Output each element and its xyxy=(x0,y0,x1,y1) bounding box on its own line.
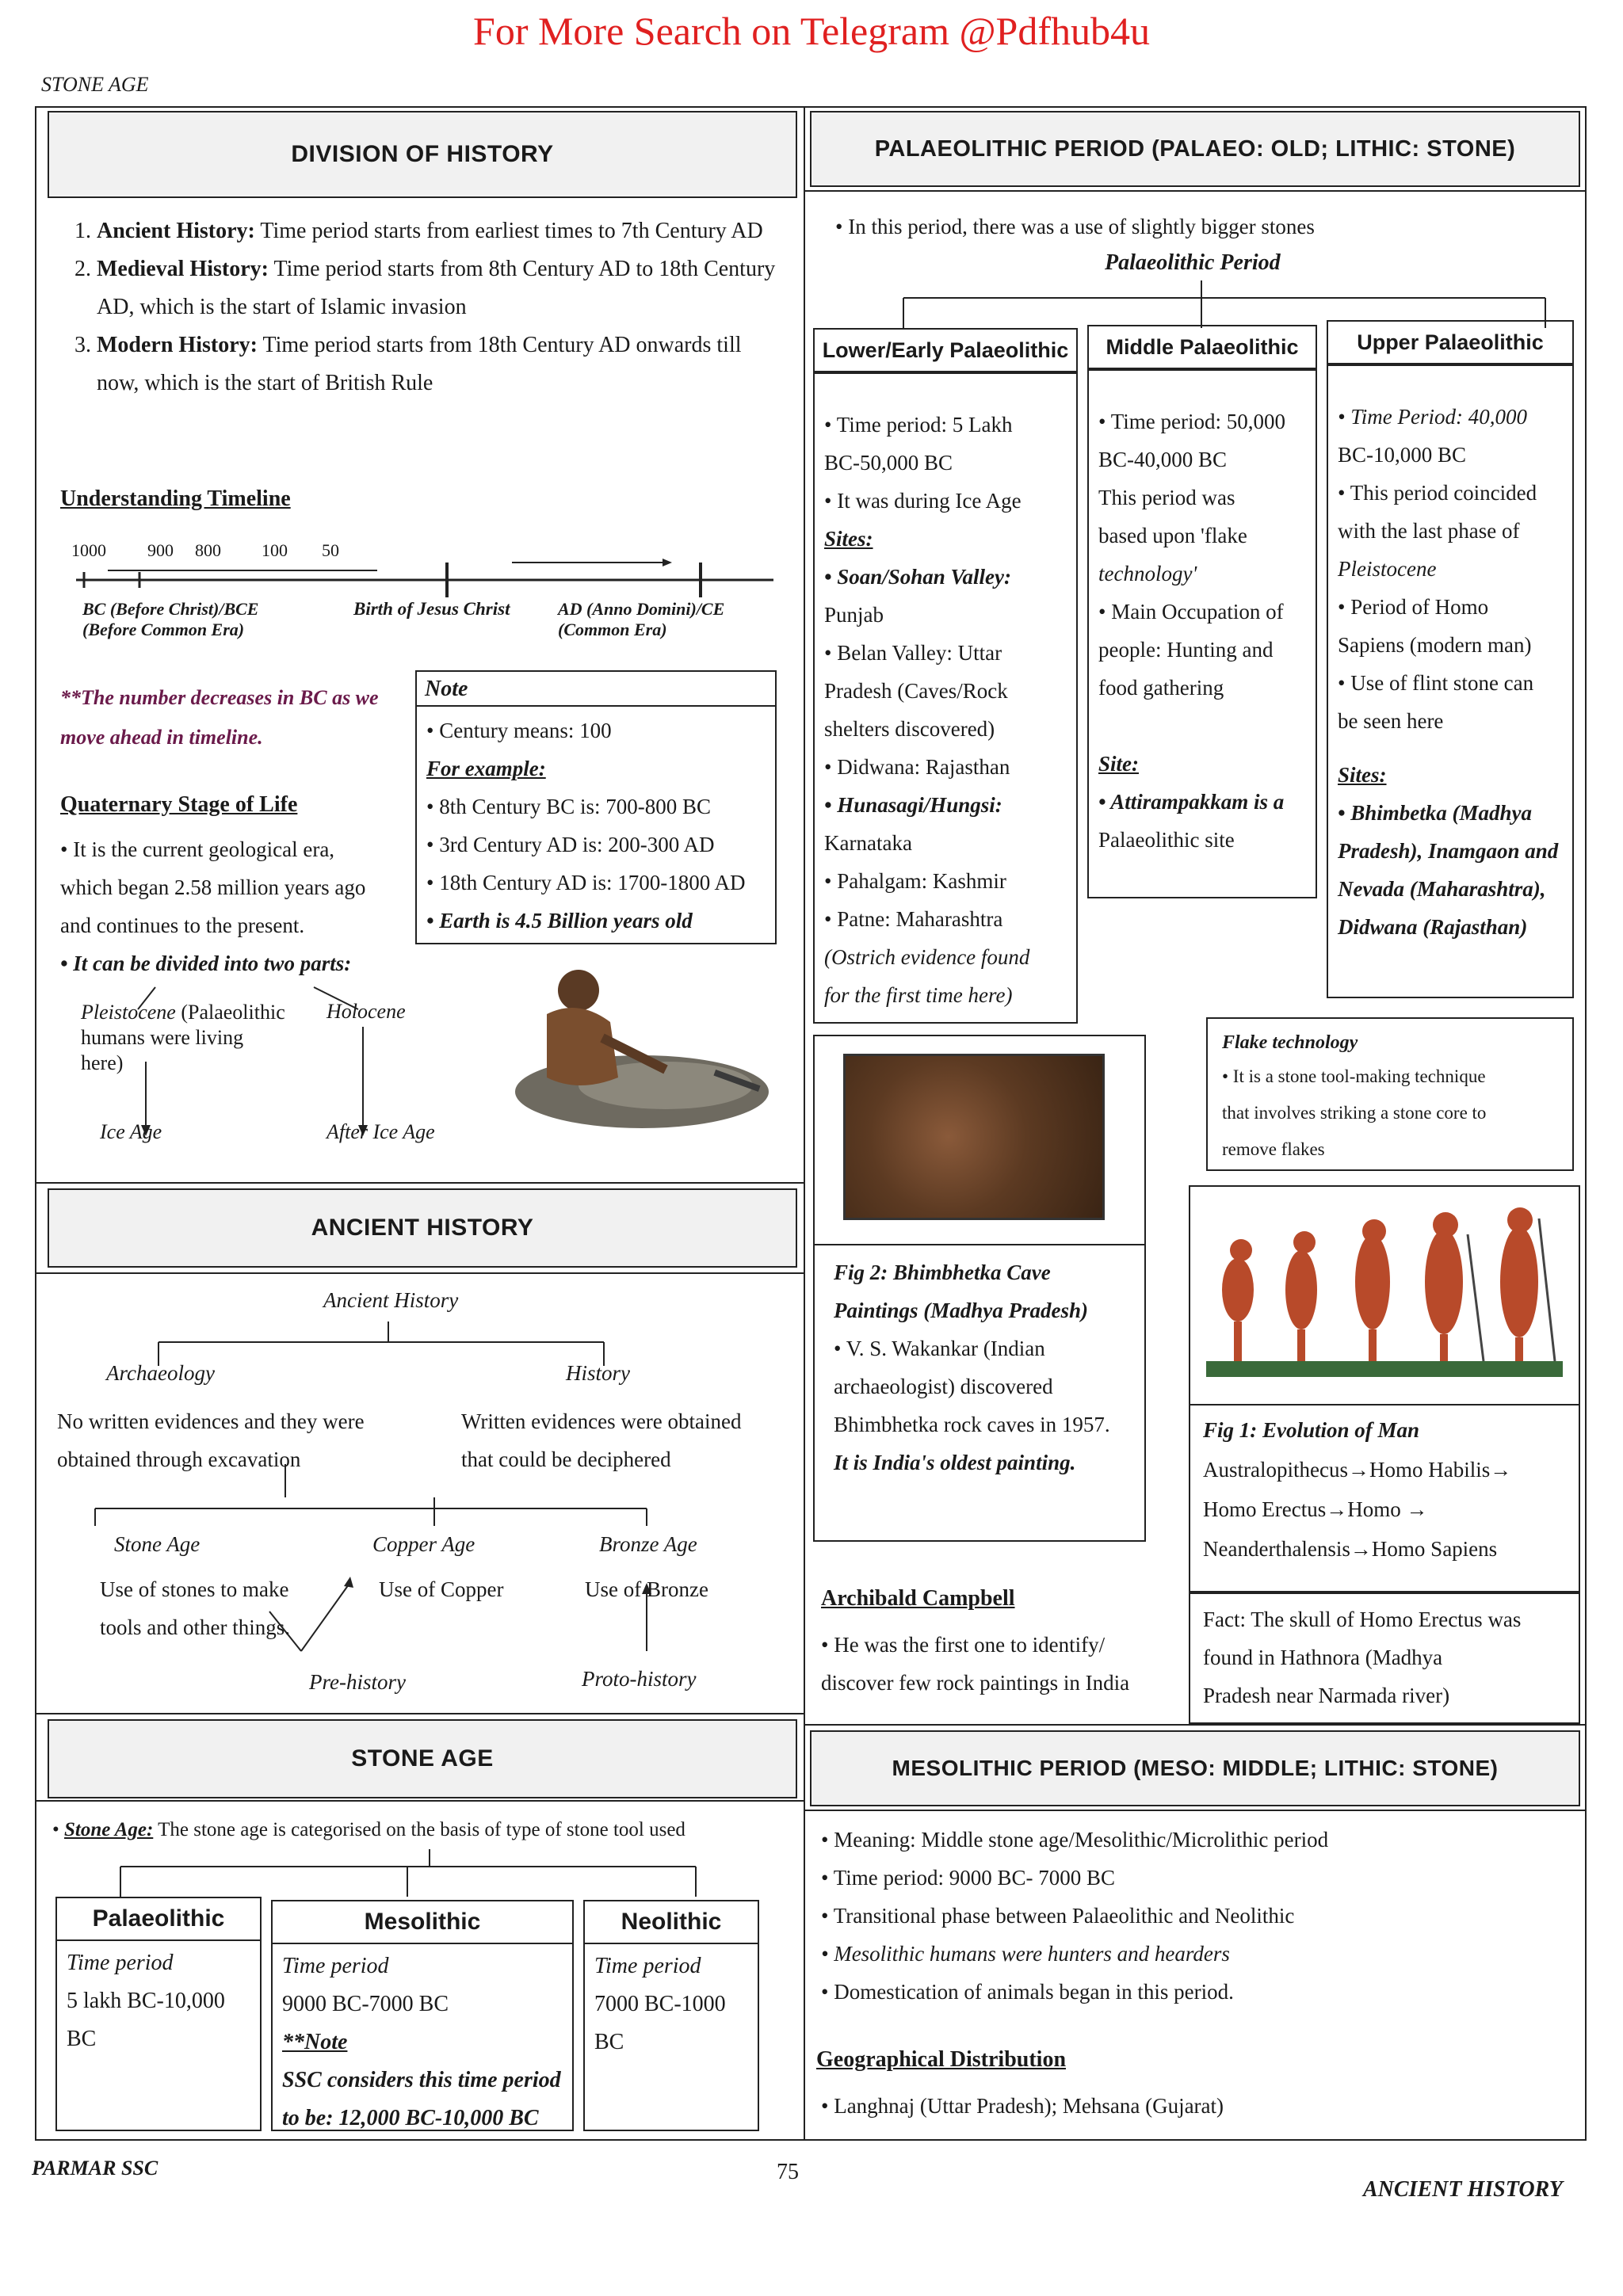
telegram-banner: For More Search on Telegram @Pdfhub4u xyxy=(473,9,1150,53)
note-lines xyxy=(426,711,745,940)
running-head: STONE AGE xyxy=(41,73,149,96)
palaeo-col-lower xyxy=(813,372,1078,1024)
stone-col-header-neolithic: Neolithic xyxy=(583,1900,759,1944)
palaeo-line: Sites: xyxy=(1338,763,1387,787)
division-list xyxy=(51,212,788,402)
bronze-age-label: Bronze Age xyxy=(599,1532,697,1556)
palaeo-line: • Time Period: 40,000 xyxy=(1338,405,1527,429)
fact-line: found in Hathnora (Madhya xyxy=(1203,1646,1443,1669)
fig1-box xyxy=(1189,1185,1580,1592)
pleistocene-label: Pleistocene xyxy=(81,1001,176,1024)
note-title: Note xyxy=(417,672,775,707)
palaeo-line: Pradesh), Inamgaon and xyxy=(1338,839,1559,863)
note-box xyxy=(415,670,777,944)
note-line: • 18th Century AD is: 1700-1800 AD xyxy=(426,871,746,894)
timeline-bc-full: (Before Common Era) xyxy=(82,620,245,639)
stone-col-palaeolithic xyxy=(55,1939,262,2131)
flake-line: that involves striking a stone core to xyxy=(1222,1103,1487,1123)
fig2-box xyxy=(813,1035,1146,1542)
quaternary-line: • It is the current geological era, xyxy=(60,837,335,861)
archaeology-line: obtained through excavation xyxy=(57,1447,301,1471)
timeline-tick: 100 xyxy=(262,540,288,560)
holocene-label: Holocene xyxy=(327,1000,406,1023)
stone-age-line: tools and other things. xyxy=(100,1615,290,1639)
palaeo-col-header-middle: Middle Palaeolithic xyxy=(1087,325,1317,369)
note-line: • 3rd Century AD is: 200-300 AD xyxy=(426,833,715,856)
palaeo-line: based upon 'flake xyxy=(1098,524,1247,547)
pleistocene-text: (Palaeolithic xyxy=(181,1001,285,1024)
palaeo-col-header-lower: Lower/Early Palaeolithic xyxy=(813,328,1078,372)
palaeo-line: Pleistocene xyxy=(1338,557,1437,581)
palaeolithic-header: PALAEOLITHIC PERIOD (PALAEO: OLD; LITHIC: STONE) xyxy=(810,111,1580,187)
copper-age-label: Copper Age xyxy=(372,1532,475,1556)
note-line: • Earth is 4.5 Billion years old xyxy=(426,909,693,933)
ice-age-label: Ice Age xyxy=(100,1120,162,1143)
right-divider xyxy=(804,1724,1587,1726)
palaeo-line: • Period of Homo xyxy=(1338,595,1489,619)
palaeo-line: people: Hunting and xyxy=(1098,638,1274,662)
palaeo-line: • Use of flint stone can xyxy=(1338,671,1534,695)
stone-col-neolithic xyxy=(583,1943,759,2131)
palaeo-line: • Soan/Sohan Valley: xyxy=(824,565,1012,589)
palaeo-line: • Attirampakkam is a xyxy=(1098,790,1285,814)
archaeology-line: No written evidences and they were xyxy=(57,1409,365,1433)
fig2-line: Paintings (Madhya Pradesh) xyxy=(834,1299,1089,1322)
stone-age-header: STONE AGE xyxy=(48,1719,797,1798)
stone-age-intro-label: Stone Age: xyxy=(64,1819,154,1840)
stone-age-header-rule xyxy=(35,1800,804,1802)
division-item: 2. Medieval History: Time period starts from 8th Century AD to 18th Century AD, which is the start of Islamic invasion xyxy=(97,250,788,326)
fig2-caption-rule xyxy=(815,1244,1144,1245)
cave-painting-photo xyxy=(843,1054,1105,1220)
copper-age-text: Use of Copper xyxy=(379,1577,504,1601)
campbell-text xyxy=(821,1626,1129,1702)
fig2-line: • V. S. Wakankar (Indian xyxy=(834,1337,1045,1360)
fact-line: Pradesh near Narmada river) xyxy=(1203,1684,1450,1707)
caveman-illustration xyxy=(483,959,769,1133)
fig1-line: Fig 1: Evolution of Man xyxy=(1203,1418,1420,1442)
palaeo-line: Sites: xyxy=(824,527,873,551)
palaeo-line: • It was during Ice Age xyxy=(824,489,1022,513)
palaeo-line: food gathering xyxy=(1098,676,1224,700)
left-divider-2 xyxy=(35,1713,804,1714)
palaeo-line: • Time period: 5 Lakh xyxy=(824,413,1013,437)
note-line: For example: xyxy=(426,757,546,780)
fig1-line: Neanderthalensis→Homo Sapiens xyxy=(1203,1537,1498,1561)
bronze-age-text: Use of Bronze xyxy=(585,1577,708,1601)
time-period-value: 5 lakh BC-10,000 BC xyxy=(67,1989,225,2051)
prehistory-label: Pre-history xyxy=(309,1670,406,1694)
history-line: that could be deciphered xyxy=(461,1447,671,1471)
stone-col-mesolithic xyxy=(271,1943,574,2131)
timeline-ad-full: (Common Era) xyxy=(558,620,667,639)
palaeo-line: Palaeolithic site xyxy=(1098,828,1235,852)
fig1-caption-rule xyxy=(1190,1404,1579,1405)
palaeo-line: Didwana (Rajasthan) xyxy=(1338,915,1528,939)
palaeo-line xyxy=(1338,740,1563,756)
mesolithic-line: • Meaning: Middle stone age/Mesolithic/Microlithic period xyxy=(821,1828,1329,1852)
history-line: Written evidences were obtained xyxy=(461,1409,742,1433)
mesolithic-note-title: **Note xyxy=(282,2030,348,2054)
flake-line: remove flakes xyxy=(1222,1139,1325,1159)
quaternary-lines xyxy=(60,830,365,982)
history-label: History xyxy=(566,1361,630,1385)
palaeo-line: • Bhimbetka (Madhya xyxy=(1338,801,1532,825)
evolution-of-man-illustration xyxy=(1206,1203,1563,1385)
palaeo-line: • Didwana: Rajasthan xyxy=(824,755,1010,779)
quaternary-title: Quaternary Stage of Life xyxy=(60,792,298,817)
mesolithic-line: • Domestication of animals began in this period. xyxy=(821,1980,1234,2004)
palaeo-line: Karnataka xyxy=(824,831,912,855)
bc-note-line: **The number decreases in BC as we xyxy=(60,686,379,709)
palaeo-line: BC-10,000 BC xyxy=(1338,443,1467,467)
quaternary-line: which began 2.58 million years ago xyxy=(60,875,366,899)
palaeo-line: This period was xyxy=(1098,486,1235,509)
protohistory-label: Proto-history xyxy=(582,1667,697,1691)
palaeo-line: (Ostrich evidence found xyxy=(824,945,1030,969)
stone-age-line: Use of stones to make xyxy=(100,1577,289,1601)
quaternary-line: and continues to the present. xyxy=(60,913,305,937)
palaeo-line xyxy=(1098,707,1306,745)
stone-age-label: Stone Age xyxy=(114,1532,200,1556)
time-period-label: Time period xyxy=(282,1954,389,1978)
timeline-tick: 1000 xyxy=(71,540,106,560)
stone-age-intro: • Stone Age: The stone age is categorised on the basis of type of stone tool used xyxy=(52,1819,685,1840)
pleistocene-block xyxy=(81,1000,285,1076)
fig1-caption xyxy=(1203,1410,1511,1569)
timeline-tick: 800 xyxy=(195,540,221,560)
page-number: 75 xyxy=(777,2160,799,2184)
flake-box xyxy=(1206,1017,1574,1171)
left-divider-1 xyxy=(35,1182,804,1184)
mesolithic-header-rule xyxy=(804,1810,1587,1811)
mesolithic-line: • Mesolithic humans were hunters and hearders xyxy=(821,1942,1230,1966)
campbell-line: discover few rock paintings in India xyxy=(821,1671,1130,1695)
mesolithic-note-line: SSC considers this time period xyxy=(282,2068,561,2092)
palaeo-col-upper xyxy=(1327,364,1574,998)
timeline-ad: AD (Anno Domini)/CE xyxy=(558,599,725,619)
fig2-caption xyxy=(834,1253,1110,1482)
time-period-value: 9000 BC-7000 BC xyxy=(282,1992,449,2016)
footer-left: PARMAR SSC xyxy=(32,2157,158,2180)
palaeo-line: Pradesh (Caves/Rock xyxy=(824,679,1008,703)
stone-col-header-palaeolithic: Palaeolithic xyxy=(55,1897,262,1941)
palaeo-line: • Main Occupation of xyxy=(1098,600,1284,624)
palaeo-col-middle xyxy=(1087,369,1317,898)
palaeolithic-header-rule xyxy=(804,190,1587,192)
palaeo-line: for the first time here) xyxy=(824,983,1013,1007)
flake-line: • It is a stone tool-making technique xyxy=(1222,1066,1486,1086)
mesolithic-note-line: to be: 12,000 BC-10,000 BC xyxy=(282,2106,539,2130)
timeline-bc: BC (Before Christ)/BCE xyxy=(82,599,259,619)
campbell-title: Archibald Campbell xyxy=(821,1586,1015,1611)
after-ice-age-label: After Ice Age xyxy=(327,1120,435,1143)
stone-age-text xyxy=(100,1570,290,1646)
palaeo-line: technology' xyxy=(1098,562,1197,585)
time-period-value: 7000 BC-1000 BC xyxy=(594,1992,726,2054)
note-line: • 8th Century BC is: 700-800 BC xyxy=(426,795,711,818)
palaeo-line: • Time period: 50,000 xyxy=(1098,410,1285,433)
archaeology-label: Archaeology xyxy=(106,1361,215,1385)
palaeo-line: Punjab xyxy=(824,603,884,627)
time-period-label: Time period xyxy=(67,1951,174,1975)
ancient-header: ANCIENT HISTORY xyxy=(48,1188,797,1268)
archaeology-text xyxy=(57,1402,365,1478)
ancient-header-rule xyxy=(35,1272,804,1274)
fig2-line: Bhimbhetka rock caves in 1957. xyxy=(834,1413,1110,1436)
palaeolithic-intro: • In this period, there was a use of slightly bigger stones xyxy=(835,215,1315,238)
geo-line: • Langhnaj (Uttar Pradesh); Mehsana (Gujarat) xyxy=(821,2094,1224,2118)
palaeo-line: with the last phase of xyxy=(1338,519,1520,543)
note-line: • Century means: 100 xyxy=(426,719,612,742)
palaeo-line: • Hunasagi/Hungsi: xyxy=(824,793,1002,817)
mesolithic-line: • Transitional phase between Palaeolithic and Neolithic xyxy=(821,1904,1295,1928)
timeline-birth: Birth of Jesus Christ xyxy=(353,599,510,619)
fig2-line: It is India's oldest painting. xyxy=(834,1451,1076,1474)
campbell-line: • He was the first one to identify/ xyxy=(821,1633,1106,1657)
mesolithic-lines xyxy=(821,1821,1328,2011)
fact-box xyxy=(1189,1592,1580,1724)
palaeolithic-root: Palaeolithic Period xyxy=(1105,250,1281,275)
pleistocene-text: humans were living xyxy=(81,1026,244,1049)
fact-line: Fact: The skull of Homo Erectus was xyxy=(1203,1608,1522,1631)
fig1-line: Australopithecus→Homo Habilis→ xyxy=(1203,1458,1512,1482)
division-item: 1. Ancient History: Time period starts from earliest times to 7th Century AD xyxy=(97,212,788,250)
palaeo-line: be seen here xyxy=(1338,709,1444,733)
fig2-line: archaeologist) discovered xyxy=(834,1375,1053,1398)
division-header: DIVISION OF HISTORY xyxy=(48,111,797,198)
history-text xyxy=(461,1402,742,1478)
timeline xyxy=(60,539,781,658)
quaternary-parts: • It can be divided into two parts: xyxy=(60,952,352,975)
division-item: 3. Modern History: Time period starts from 18th Century AD onwards till now, which is the start of British Rule xyxy=(97,326,788,402)
palaeo-line: • Belan Valley: Uttar xyxy=(824,641,1002,665)
palaeo-line: BC-40,000 BC xyxy=(1098,448,1228,471)
timeline-tick: 900 xyxy=(147,540,174,560)
palaeo-line: • Patne: Maharashtra xyxy=(824,907,1003,931)
time-period-label: Time period xyxy=(594,1954,701,1978)
center-divider xyxy=(804,106,805,2141)
palaeo-line: shelters discovered) xyxy=(824,717,995,741)
timeline-title: Understanding Timeline xyxy=(60,486,291,511)
palaeo-line: BC-50,000 BC xyxy=(824,451,953,475)
palaeo-line: Sapiens (modern man) xyxy=(1338,633,1532,657)
stone-col-header-mesolithic: Mesolithic xyxy=(271,1900,574,1944)
fig1-line: Homo Erectus→Homo → xyxy=(1203,1497,1428,1521)
palaeo-line: Nevada (Maharashtra), xyxy=(1338,877,1546,901)
stone-age-intro-text: The stone age is categorised on the basis of type of stone tool used xyxy=(158,1819,685,1840)
ancient-root: Ancient History xyxy=(323,1288,459,1312)
mesolithic-line: • Time period: 9000 BC- 7000 BC xyxy=(821,1866,1115,1890)
flake-title: Flake technology xyxy=(1222,1032,1358,1053)
geo-title: Geographical Distribution xyxy=(816,2047,1067,2072)
pleistocene-text: here) xyxy=(81,1051,124,1074)
mesolithic-header: MESOLITHIC PERIOD (MESO: MIDDLE; LITHIC: STONE) xyxy=(810,1730,1580,1806)
palaeo-col-header-upper: Upper Palaeolithic xyxy=(1327,320,1574,364)
stone-age-tree-lines xyxy=(48,1849,792,1897)
palaeo-line: • Pahalgam: Kashmir xyxy=(824,869,1006,893)
palaeo-line: Site: xyxy=(1098,752,1139,776)
footer-right: ANCIENT HISTORY xyxy=(1363,2177,1563,2202)
bc-note-line: move ahead in timeline. xyxy=(60,726,263,749)
palaeo-line: • This period coincided xyxy=(1338,481,1537,505)
fig2-line: Fig 2: Bhimbhetka Cave xyxy=(834,1261,1051,1284)
bc-note xyxy=(60,678,379,757)
timeline-tick: 50 xyxy=(322,540,339,560)
